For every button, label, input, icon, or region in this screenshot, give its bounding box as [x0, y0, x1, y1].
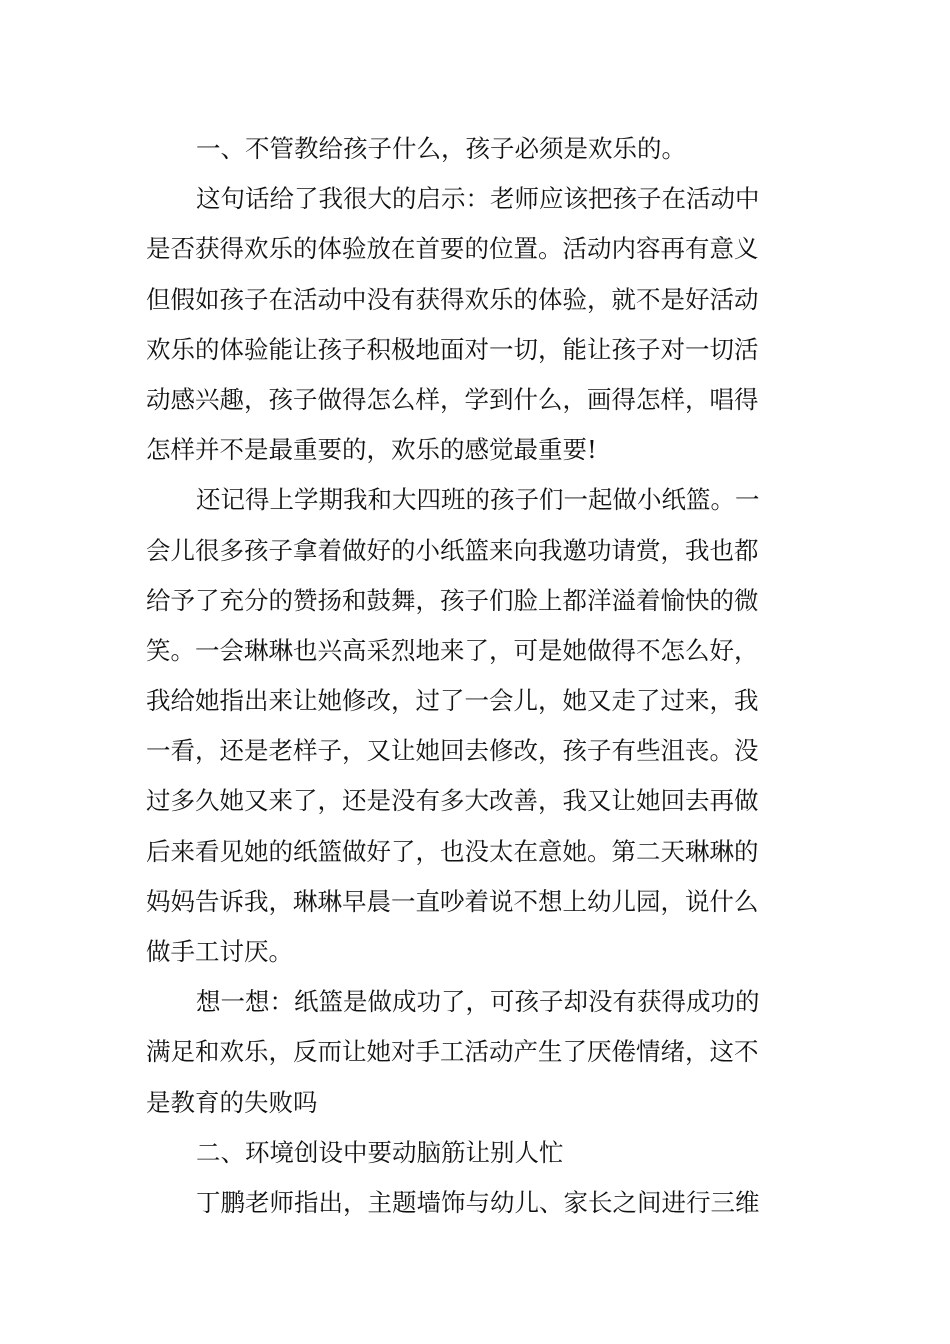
paragraph-line: 给予了充分的赞扬和鼓舞，孩子们脸上都洋溢着愉快的微: [146, 585, 759, 615]
paragraph-line: 满足和欢乐，反而让她对手工活动产生了厌倦情绪，这不: [146, 1037, 759, 1067]
paragraph-line: 这句话给了我很大的启示：老师应该把孩子在活动中: [196, 184, 760, 214]
paragraph-line: 是教育的失败吗: [146, 1087, 318, 1117]
paragraph-line: 过多久她又来了，还是没有多大改善，我又让她回去再做: [146, 786, 759, 816]
paragraph-line: 会儿很多孩子拿着做好的小纸篮来向我邀功请赏，我也都: [146, 535, 759, 565]
paragraph-line: 怎样并不是最重要的，欢乐的感觉最重要!: [146, 435, 597, 465]
paragraph-line: 我给她指出来让她修改，过了一会儿，她又走了过来，我: [146, 686, 759, 716]
paragraph-line: 是否获得欢乐的体验放在首要的位置。活动内容再有意义: [146, 234, 759, 264]
section-heading-2: 二、环境创设中要动脑筋让别人忙: [196, 1137, 564, 1167]
paragraph-line: 但假如孩子在活动中没有获得欢乐的体验，就不是好活动: [146, 284, 759, 314]
paragraph-line: 想一想：纸篮是做成功了，可孩子却没有获得成功的: [196, 987, 760, 1017]
section-heading-1: 一、不管教给孩子什么，孩子必须是欢乐的。: [196, 134, 686, 163]
paragraph-line: 笑。一会琳琳也兴高采烈地来了，可是她做得不怎么好，: [146, 635, 759, 665]
paragraph-line: 一看，还是老样子，又让她回去修改，孩子有些沮丧。没: [146, 736, 759, 766]
document-page: [146, 124, 806, 1228]
paragraph-line: 妈妈告诉我，琳琳早晨一直吵着说不想上幼儿园，说什么: [146, 886, 759, 916]
paragraph-line: 做手工讨厌。: [146, 937, 293, 966]
paragraph-line: 还记得上学期我和大四班的孩子们一起做小纸篮。一: [196, 485, 760, 515]
paragraph-line: 欢乐的体验能让孩子积极地面对一切，能让孩子对一切活: [146, 334, 759, 364]
paragraph-line: 动感兴趣，孩子做得怎么样，学到什么，画得怎样，唱得: [146, 384, 759, 414]
paragraph-line: 后来看见她的纸篮做好了，也没太在意她。第二天琳琳的: [146, 836, 759, 866]
paragraph-line: 丁鹏老师指出，主题墙饰与幼儿、家长之间进行三维: [196, 1187, 760, 1217]
